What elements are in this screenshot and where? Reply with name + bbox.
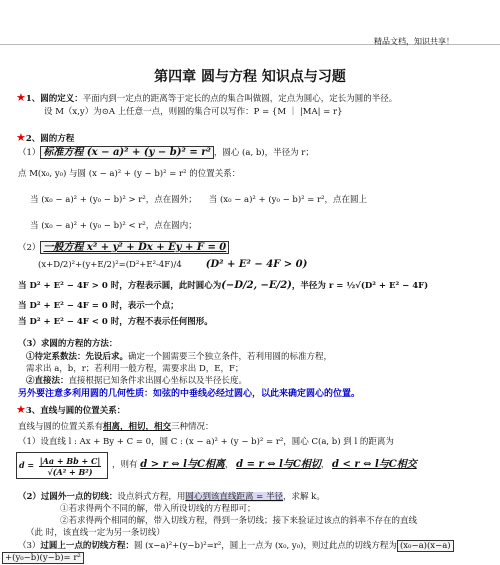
point-tangent-formula-line [2, 552, 500, 564]
outer-tangent-label: （2）过圆外一点的切线： [18, 492, 118, 502]
equation-heading [16, 132, 500, 145]
case-circle-line [18, 280, 500, 292]
method-undetermined-detail: 需求出 a，b，r；若利用一般方程，需要求出 D，E，F； [26, 364, 244, 374]
general-equation-sub-line [38, 259, 500, 271]
line-circle-heading [16, 404, 500, 417]
method-direct-line [26, 375, 500, 387]
d-label: d = [19, 460, 35, 470]
method-undetermined-text: 确定一个圆需要三个独立条件，若利用圆的标准方程， [128, 352, 333, 362]
item-number: （2） [18, 243, 41, 253]
point-inside-line: 当 (x₀ − a)² + (y₀ − b)² < r²，点在圆内； [30, 221, 197, 231]
general-equation-line [18, 242, 500, 254]
relation-cases-line: ，则有 d > r ⇔ l与C相离， d = r ⇔ l与C相切， d < r ⇔ l与C相交 [112, 459, 417, 470]
point-tangent-text: 圆 (x−a)²+(y−b)²=r²，圆上一点为 (x₀, y₀)，则过此点的切线方程为 [133, 541, 397, 551]
general-equation-box: 一般方程 x² + y² + Dx + Ey + F = 0 [40, 241, 229, 254]
relations-intro-a: 直线与圆的位置关系有 [18, 422, 104, 432]
point-tangent-num: （3） [18, 541, 41, 551]
relations-intro-b: 相离，相切，相交 [103, 422, 172, 432]
equation-heading-label: 2、圆的方程 [25, 134, 75, 144]
outer-tangent-key: 圆心到该直线距离 = 半径 [185, 492, 283, 502]
distance-formula-box [16, 452, 108, 479]
method-undetermined-line [26, 351, 500, 363]
distance-setup-line: （1）设直线 l : Ax + By + C = 0，圆 C : (x − a)² + (y − b)² = r²，圆心 C(a, b) 到 l 的距离为 [18, 437, 394, 447]
standard-equation-box: 标准方程 (x − a)² + (y − b)² = r² [40, 146, 213, 159]
relation-intersect: d < r ⇔ l与C相交 [332, 459, 417, 470]
relations-intro [18, 421, 500, 433]
case-point-line: 当 D² + E² − 4F = 0 时，表示一个点； [18, 301, 179, 311]
method-direct-text: 直接根据已知条件求出圆心坐标以及半径长度。 [68, 376, 248, 386]
point-tangent-label: 过圆上一点的切线方程： [40, 541, 134, 551]
relations-intro-c: 三种情况： [171, 422, 214, 432]
outer-tangent-note: （此 时，该直线一定为另一条切线） [26, 528, 165, 538]
chapter-title: 第四章 圆与方程 知识点与习题 [154, 69, 346, 85]
relation-then: ，则有 [112, 460, 138, 470]
outer-tangent-line [18, 491, 500, 503]
set-notation-line: 设 M（x,y）为⊙A 上任意一点，则圆的集合可以写作：P = {M ｜ |MA| = r} [44, 107, 343, 117]
methods-heading: （3）求圆的方程的方法： [18, 339, 118, 349]
star-icon: ★ [16, 403, 26, 416]
header-text: 精品文档，知识共享！ [374, 37, 454, 46]
line-circle-heading-label: 3、直线与圆的位置关系： [25, 406, 126, 416]
item-number: （1） [18, 148, 41, 158]
definition-label: 1、圆的定义： [25, 94, 83, 104]
point-tangent-formula-b: +(y₀−b)(y−b)= r² [2, 552, 84, 564]
point-outside: 当 (x₀ − a)² + (y₀ − b)² > r²，点在圆外； [30, 195, 197, 205]
method-undetermined-label: ①待定系数法：先设后求。 [26, 352, 129, 362]
distance-denominator: √(A² + B²) [47, 467, 93, 477]
outer-tangent-case2: ②若求得两个相同的解，带入切线方程，得到一条切线；接下来验证过该点的斜率不存在的直线 [60, 516, 418, 526]
general-condition: (D² + E² − 4F > 0) [205, 259, 308, 270]
case-none-line: 当 D² + E² − 4F < 0 时，方程不表示任何图形。 [18, 317, 213, 327]
relation-separate: d > r ⇔ l与C相离 [140, 459, 225, 470]
page-header [0, 0, 500, 45]
definition-text: 平面内到一定点的距离等于定长的点的集合叫做圆，定点为圆心，定长为圆的半径。 [82, 94, 398, 104]
outer-tangent-text: 设点斜式方程，用 [117, 492, 186, 502]
standard-equation-rest: ，圆心 (a, b)，半径为 r； [213, 148, 314, 158]
point-tangent-line [18, 540, 500, 552]
point-on-circle: 当 (x₀ − a)² + (y₀ − b)² = r²，点在圆上 [208, 195, 368, 205]
case-circle-a: 当 D² + E² − 4F > 0 时，方程表示圆，此时圆心为 [18, 281, 222, 291]
method-direct-label: ②直接法： [26, 376, 69, 386]
distance-numerator: |Aa + Bb + C| [39, 456, 101, 466]
geometry-note: 另外要注意多利用圆的几何性质：如弦的中垂线必经过圆心，以此来确定圆心的位置。 [18, 389, 361, 399]
star-icon: ★ [16, 131, 26, 144]
star-icon: ★ [16, 91, 26, 104]
relation-tangent: d = r ⇔ l与C相切 [236, 459, 321, 470]
center-fraction: (−D/2, −E/2) [221, 280, 292, 291]
definition-line [16, 92, 500, 105]
standard-equation-line [18, 147, 500, 159]
point-tangent-formula-a: (x₀−a)(x−a) [397, 540, 454, 552]
point-outside-line [30, 194, 500, 206]
outer-tangent-case1: ①若求得两个不同的解，带入所设切线的方程即可； [60, 504, 256, 514]
case-circle-b: ，半径为 r = ½√(D² + E² − 4F) [291, 281, 429, 291]
outer-tangent-end: ，求解 k。 [282, 492, 325, 502]
point-position-line: 点 M(x₀, y₀) 与圆 (x − a)² + (y − b)² = r² 的位置关系： [18, 169, 241, 179]
completed-square-form: (x+D/2)²+(y+E/2)²=(D²+E²-4F)/4 [38, 260, 182, 270]
